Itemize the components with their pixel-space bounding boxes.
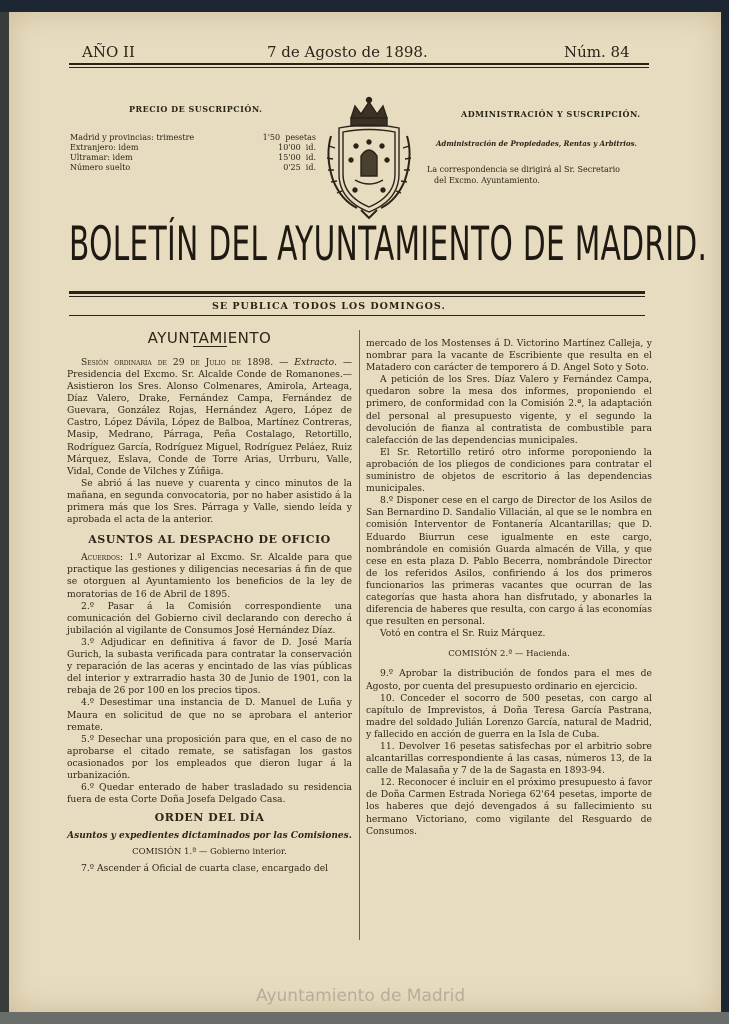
- right-paragraph-2: A petición de los Sres. Díaz Valero y Fernández Campa, quedaron sobre la mesa dos informes, proponiendo el primero, de conformidad con la Comisión 2.ª, la adaptación del personal al presupuesto vigente, y el segundo la devolución de fianza al contratista de combustible para calefacción de las dependencias municipales.: [366, 374, 652, 446]
- rate-unit: id.: [305, 143, 316, 152]
- acuerdos-lead: Acuerdos:: [81, 552, 124, 564]
- rate-row: [70, 153, 316, 163]
- title-rule-top: [69, 291, 645, 294]
- item-9: 9.º Aprobar la distribución de fondos para el mes de Agosto, por cuenta del presupuesto ordinario en ejercicio.: [366, 668, 652, 692]
- rate-row: [70, 143, 316, 153]
- item-10: 10. Conceder el socorro de 500 pesetas, con cargo al capítulo de Imprevistos, á Doña Teresa García Pastrana, madre del soldado Julián Lorenzo García, natural de Madrid, y fallecido en acción de guerra en la Isla de Cuba.: [366, 692, 652, 740]
- left-column: [67, 329, 353, 875]
- header-rule-bottom: [69, 67, 649, 68]
- subscription-rates: [70, 133, 316, 173]
- section-heading-ayuntamiento: AYUNTAMIENTO: [147, 329, 272, 347]
- subtitle-rule: [69, 315, 645, 316]
- item-1: [67, 552, 352, 600]
- column-divider: [359, 330, 360, 940]
- item-12: 12. Reconocer é incluir en el próximo presupuesto á favor de Doña Carmen Estrada Noriega 62'64 pesetas, importe de los haberes que dejó devengados á su fallecimiento su hermano Victoriano, como vigilante del Resguardo de Consumos.: [366, 777, 652, 837]
- rate-label: Número suelto: [70, 163, 131, 172]
- archive-watermark: Ayuntamiento de Madrid: [256, 986, 466, 1006]
- rate-label: Madrid y provincias: trimestre: [70, 133, 195, 142]
- session-lead: Sesión ordinaria de 29 de Julio de 1898.: [81, 356, 274, 368]
- rate-label: Extranjero: idem: [70, 143, 139, 152]
- rate-row: [70, 163, 316, 173]
- item-4: 4.º Desestimar una instancia de D. Manuel de Luña y Maura en solicitud de que no se aprobara el anterior remate.: [67, 697, 352, 733]
- right-column: [366, 338, 652, 838]
- item-5: 5.º Desechar una proposición para que, en el caso de no aprobarse el citado remate, se satisfagan los gastos ocasionados por los empleados que dieron lugar á la urbanización.: [67, 733, 352, 781]
- vote-note: Votó en contra el Sr. Ruiz Márquez.: [380, 628, 546, 640]
- session-extract: — Extracto. —: [279, 356, 353, 368]
- administration-address: del Excmo. Ayuntamiento.: [434, 176, 540, 185]
- issue-year: AÑO II: [82, 43, 135, 61]
- rate-unit: id.: [305, 153, 316, 162]
- rate-price: 15'00: [278, 153, 301, 162]
- item-1-text: 1.º Autorizar al Excmo. Sr. Alcalde para que practique las gestiones y diligencias necesarias á fin de que se otorguen al Ayuntamiento los beneficios de la ley de moratorias de 16 de Abril de 1895.: [67, 552, 353, 600]
- right-paragraph-3: El Sr. Retortillo retiró otro informe poroponiendo la aprobación de los pliegos de condiciones para contratar el suministro de objetos de escritorio á las dependencias municipales.: [366, 446, 652, 495]
- item-2: 2.º Pasar á la Comisión correspondiente una comunicación del Gobierno civil declarando con derecho á jubilación al vigilante de Consumos José Hernández Díaz.: [67, 600, 352, 636]
- comision-2-heading: COMISIÓN 2.ª — Hacienda.: [448, 649, 570, 660]
- rate-unit: pesetas: [285, 133, 316, 142]
- publication-frequency: SE PUBLICA TODOS LOS DOMINGOS.: [212, 301, 446, 312]
- asuntos-expedientes: Asuntos y expedientes dictaminados por las Comisiones.: [67, 831, 352, 842]
- rate-price: 1'50: [262, 133, 281, 142]
- rate-unit: id.: [305, 163, 316, 172]
- issue-date: 7 de Agosto de 1898.: [267, 43, 428, 61]
- comision-1-heading: COMISIÓN 1.ª — Gobierno interior.: [132, 847, 287, 858]
- item-6: 6.º Quedar enterado de haber trasladado su residencia fuera de esta Corte Doña Josefa Delgado Casa.: [67, 782, 352, 806]
- madrid-coat-of-arms-icon: [321, 96, 417, 220]
- header-rule-top: [69, 63, 649, 65]
- session-paragraph: [67, 357, 352, 478]
- issue-number: Núm. 84: [564, 43, 630, 61]
- administration-title: ADMINISTRACIÓN Y SUSCRIPCIÓN.: [461, 109, 641, 119]
- newspaper-page: [9, 12, 721, 1012]
- book-spine: [0, 12, 9, 1012]
- section-heading-asuntos: ASUNTOS AL DESPACHO DE OFICIO: [88, 533, 331, 547]
- session-opening-paragraph: Se abrió á las nueve y cuarenta y cinco minutos de la mañana, en segunda convocatoria, por no haber asistido á la primera más que los Sres. Párraga y Valle, siendo leída y aprobada el acta de la anterior.: [67, 477, 352, 526]
- item-7: 7.º Ascender á Oficial de cuarta clase, encargado del: [81, 862, 329, 874]
- item-8: 8.º Disponer cese en el cargo de Director de los Asilos de San Bernardino D. Sandalio Villacián, al que se le nombra en comisión Interventor de Fontanería Alcantarillas; que D. Eduardo Biurrun cese igualmente en este cargo, nombrándole en comisión Guarda almacén de Villa, y que cese en esta plaza D. Pablo Becerra, nombrándole Director de los referidos Asilos, confiriendo á los dos primeros funcionarios las primeras vacantes que ocurran de las categorías que hasta ahora han disfrutado, y abonarles la diferencia de haberes que resulta, con cargo á las economías que resulten en personal.: [366, 495, 652, 628]
- administration-office: Administración de Propiedades, Rentas y Arbitrios.: [436, 139, 637, 148]
- administration-correspondence: La correspondencia se dirigirá al Sr. Secretario: [427, 165, 620, 174]
- right-paragraph-1: mercado de los Mostenses á D. Victorino Martínez Calleja, y nombrar para la vacante de Escribiente que resulta en el Matadero con carácter de temporero á D. Angel Soto y Soto.: [366, 338, 652, 374]
- title-rule-thin: [69, 296, 645, 297]
- session-text: Presidencia del Excmo. Sr. Alcalde Conde de Romanones.—Asistieron los Sres. Alonso Colmenares, Amirola, Arteaga, Díaz Valero, Drake, Fernández Campa, Fernández de Guevara, González Rojas, Hernández Agero, López de Castro, López Dávila, López de Balboa, Martínez Contreras, Masip, Medrano, Párraga, Peña Costalago, Retortillo, Rodríguez García, Rodríguez Miguel, Rodríguez Peláez, Ruiz Márquez, Eslava, Conde de Torre Arias, Urrburu, Valle, Vidal, Conde de Vilches y Zúñiga.: [67, 368, 352, 477]
- item-11: 11. Devolver 16 pesetas satisfechas por el arbitrio sobre alcantarillas correspondiente á las casas, números 13, de la calle de Malasaña y 7 de la de Sagasta en 1893-94.: [366, 741, 652, 777]
- rate-row: [70, 133, 316, 143]
- rate-price: 10'00: [278, 143, 301, 152]
- item-3: 3.º Adjudicar en definitiva á favor de D. José María Gurich, la subasta verificada para contratar la conservación y reparación de las aceras y encintado de las vías públicas del interior y extrarradio hasta 30 de Junio de 1901, con la rebaja de 26 por 100 en los precios tipos.: [67, 636, 352, 697]
- rate-label: Ultramar: idem: [70, 153, 133, 162]
- section-heading-orden: ORDEN DEL DÍA: [154, 811, 265, 825]
- subscription-title: PRECIO DE SUSCRIPCIÓN.: [129, 104, 263, 114]
- page-bottom-edge: [0, 1012, 729, 1024]
- rate-price: 0'25: [283, 163, 301, 172]
- masthead-title: BOLETÍN DEL AYUNTAMIENTO DE MADRID.: [69, 217, 708, 272]
